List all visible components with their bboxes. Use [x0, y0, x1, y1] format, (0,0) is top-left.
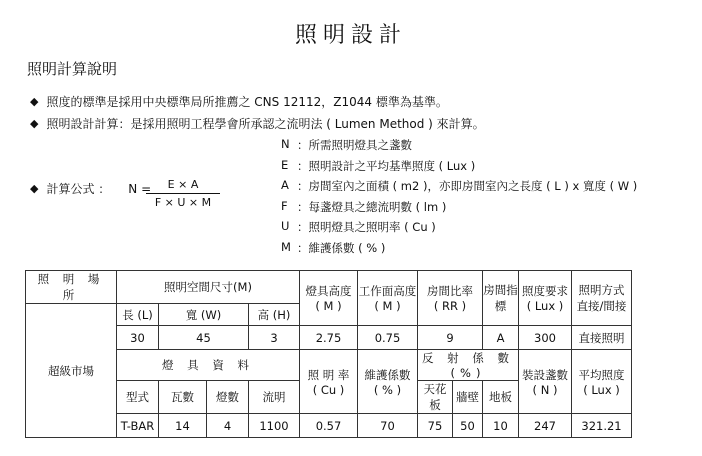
bullet-method: [30, 115, 485, 132]
utilization-header: 照 明 率 ( Cu ): [300, 350, 358, 414]
formula-label-row: [30, 180, 157, 197]
floor-value: 10: [483, 414, 519, 438]
diamond-bullet-icon: ◆: [30, 117, 39, 130]
definition-symbol: F: [281, 198, 288, 213]
watts-header: 瓦數: [159, 381, 207, 414]
formula-denominator: F × U × M: [154, 196, 212, 209]
place-header: 照 明 場 所: [26, 271, 117, 304]
lamp-data-header: 燈 具 資 料: [117, 350, 300, 381]
lamps-value: 4: [207, 414, 249, 438]
space-size-header: 照明空間尺寸(M): [117, 271, 300, 304]
definition-row: [281, 178, 637, 199]
width-header: 寬 (W): [159, 304, 249, 326]
room-index-value: A: [483, 326, 519, 350]
definition-symbol: M: [281, 239, 291, 254]
maintenance-value: 70: [358, 414, 418, 438]
lamp-count-value: 247: [519, 414, 572, 438]
lamps-header: 燈數: [207, 381, 249, 414]
definition-symbol: E: [281, 157, 289, 172]
page-title: 照明設計: [294, 23, 407, 48]
room-ratio-value: 9: [418, 326, 483, 350]
room-index-header: 房間指標: [483, 271, 519, 326]
formula-fraction: [146, 178, 220, 209]
lighting-mode-value: 直接照明: [572, 326, 632, 350]
wall-value: 50: [453, 414, 483, 438]
definition-symbol: N: [281, 137, 290, 151]
ceiling-value: 75: [418, 414, 453, 438]
height-header: 高 (H): [249, 304, 300, 326]
definition-symbol: U: [281, 219, 290, 233]
definition-text: ：照明燈具之照明率 ( Cu ): [297, 220, 436, 234]
length-header: 長 (L): [117, 304, 159, 326]
watts-value: 14: [159, 414, 207, 438]
room-ratio-header: 房間比率 ( RR ): [418, 271, 483, 326]
ceiling-header: 天花板: [418, 381, 453, 414]
lamp-count-header: 裝設盞數 ( N ): [519, 350, 572, 414]
bullet-standard: [30, 93, 448, 110]
bullet-text: 照明設計計算：是採用照明工程學會所承認之流明法 ( Lumen Method ) 來計算。: [46, 117, 485, 131]
calculation-table: [25, 270, 632, 438]
lighting-mode-header: 照明方式 直接/間接: [572, 271, 632, 326]
lamp-height-header: 燈具高度 ( M ): [300, 271, 358, 326]
definition-text: ：所需照明燈具之盞數: [297, 138, 412, 152]
diamond-bullet-icon: ◆: [30, 182, 39, 195]
reflectance-header: 反 射 係 數(%): [418, 350, 519, 381]
length-value: 30: [117, 326, 159, 350]
definition-row: [281, 240, 637, 261]
lumens-header: 流明: [249, 381, 300, 414]
definitions-list: [281, 137, 637, 260]
average-lux-value: 321.21: [572, 414, 632, 438]
type-header: 型式: [117, 381, 159, 414]
fraction-bar: [146, 193, 220, 194]
definition-text: ：照明設計之平均基準照度 ( Lux ): [297, 158, 476, 173]
formula-numerator: E × A: [167, 178, 199, 191]
definition-text: ：每盞燈具之總流明數 ( lm ): [297, 199, 447, 214]
type-value: T-BAR: [117, 414, 159, 438]
section-subtitle: 照明計算說明: [27, 60, 118, 78]
definition-row: [281, 219, 637, 240]
average-lux-header: 平均照度 ( Lux ): [572, 350, 632, 414]
work-height-value: 0.75: [358, 326, 418, 350]
definition-row: [281, 158, 637, 179]
formula-lhs: N =: [128, 181, 152, 196]
work-height-header: 工作面高度 ( M ): [358, 271, 418, 326]
bullet-text: 照度的標準是採用中央標準局所推薦之 CNS 12112，Z1044 標準為基準。: [46, 95, 448, 109]
floor-header: 地板: [483, 381, 519, 414]
lumens-value: 1100: [249, 414, 300, 438]
height-value: 3: [249, 326, 300, 350]
definition-symbol: A: [281, 178, 289, 192]
lux-requirement-header: 照度要求 ( Lux ): [519, 271, 572, 326]
lux-requirement-value: 300: [519, 326, 572, 350]
definition-row: [281, 137, 637, 158]
formula-label: 計算公式 ：: [46, 182, 111, 196]
place-value: 超級市場: [26, 304, 117, 438]
lamp-height-value: 2.75: [300, 326, 358, 350]
utilization-value: 0.57: [300, 414, 358, 438]
diamond-bullet-icon: ◆: [30, 95, 39, 108]
maintenance-header: 維護係數 ( % ): [358, 350, 418, 414]
wall-header: 牆壁: [453, 381, 483, 414]
width-value: 45: [159, 326, 249, 350]
definition-text: ：房間室內之面積 ( m2 )，亦即房間室內之長度 ( L ) x 寬度 ( W ): [297, 179, 638, 193]
definition-text: ：維護係數 ( % ): [297, 240, 386, 255]
definition-row: [281, 199, 637, 220]
